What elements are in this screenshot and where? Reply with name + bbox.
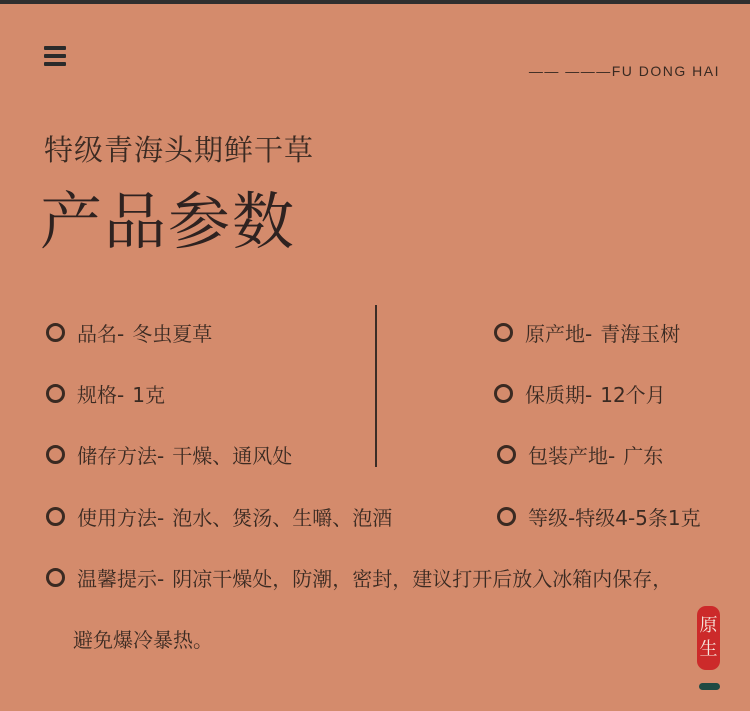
top-border	[0, 0, 750, 4]
bullet-circle-icon	[46, 384, 65, 403]
param-value: 特级4-5条1克	[575, 506, 701, 530]
seal-char: 生	[699, 639, 718, 660]
seal-char: 原	[699, 615, 718, 636]
param-value: 泡水、煲汤、生嚼、泡酒	[172, 506, 393, 530]
param-storage	[46, 440, 292, 469]
tip-continuation: 避免爆冷暴热。	[73, 628, 213, 652]
param-tip	[46, 563, 672, 592]
param-label: 品名-	[77, 322, 125, 346]
param-origin	[494, 318, 680, 347]
bullet-circle-icon	[494, 384, 513, 403]
param-label: 储存方法-	[77, 444, 165, 468]
param-spec	[46, 379, 165, 408]
param-name	[46, 318, 212, 347]
bullet-circle-icon	[46, 323, 65, 342]
product-subtitle: 特级青海头期鲜干草	[44, 133, 315, 167]
param-label: 等级-	[528, 506, 576, 530]
param-label: 包装产地-	[528, 444, 616, 468]
param-grade	[497, 502, 701, 531]
bullet-circle-icon	[497, 445, 516, 464]
bullet-circle-icon	[494, 323, 513, 342]
brand-name: —— ———FU DONG HAI	[528, 63, 720, 79]
bullet-circle-icon	[46, 445, 65, 464]
param-shelf-life	[494, 379, 666, 408]
param-value: 青海玉树	[600, 322, 681, 346]
param-value: 广东	[623, 444, 664, 468]
param-label: 保质期-	[525, 383, 593, 407]
bullet-circle-icon	[497, 507, 516, 526]
menu-icon[interactable]	[44, 46, 66, 68]
param-label: 温馨提示-	[77, 567, 165, 591]
param-usage	[46, 502, 392, 531]
param-label: 规格-	[77, 383, 125, 407]
param-value: 阴凉干燥处，防潮，密封，建议打开后放入冰箱内保存，	[172, 567, 673, 591]
bullet-circle-icon	[46, 507, 65, 526]
param-value: 冬虫夏草	[132, 322, 213, 346]
param-value: 干燥、通风处	[172, 444, 293, 468]
param-label: 使用方法-	[77, 506, 165, 530]
param-label: 原产地-	[525, 322, 593, 346]
bullet-circle-icon	[46, 568, 65, 587]
seal-base	[699, 683, 720, 690]
param-value: 12个月	[600, 383, 666, 407]
param-value: 1克	[132, 383, 165, 407]
page-title: 产品参数	[40, 185, 297, 258]
param-packing-place	[497, 440, 663, 469]
seal-stamp	[697, 606, 720, 670]
column-divider	[375, 305, 377, 467]
